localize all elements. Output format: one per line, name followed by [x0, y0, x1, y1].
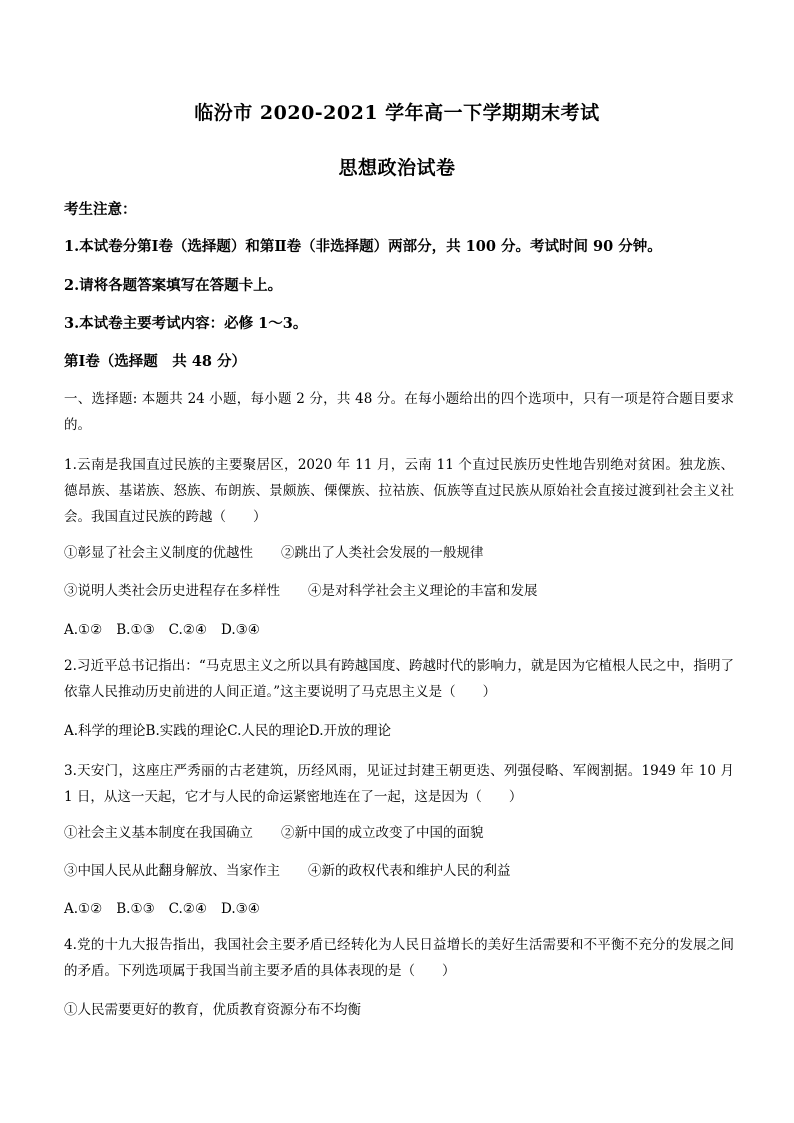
question-2-stem: 2.习近平总书记指出：“马克思主义之所以具有跨越国度、跨越时代的影响力，就是因为它植根人民之中，指明了依靠人民推动历史前进的人间正道。”这主要说明了马克思主义是（ ）: [64, 658, 734, 700]
answer-d: D.③④: [221, 622, 260, 638]
answer-a: A.①②: [64, 622, 103, 638]
question-3-options-row-2: [64, 861, 734, 881]
question-1-option-1: ①彰显了社会主义制度的优越性: [64, 545, 253, 561]
question-1-option-4: ④是对科学社会主义理论的丰富和发展: [308, 583, 538, 599]
notice-item-2: 2.请将各题答案填写在答题卡上。: [64, 277, 283, 294]
question-1-answers: [64, 620, 734, 640]
answer-b: B.①③: [116, 622, 155, 638]
section-instructions: 一、选择题: 本题共 24 小题，每小题 2 分，共 48 分。在每小题给出的四个选项中，只有一项是符合题目要求的。: [64, 391, 734, 433]
answer-c: C.②④: [168, 622, 208, 638]
answer-c: C.②④: [168, 901, 208, 917]
question-3-stem: 3.天安门，这座庄严秀丽的古老建筑，历经风雨，见证过封建王朝更迭、列强侵略、军阀割据。1949 年 10 月 1 日，从这一天起，它才与人民的命运紧密地连在了一起，这是因为（ ）: [64, 763, 734, 805]
question-2-answers: A.科学的理论B.实践的理论C.人民的理论D.开放的理论: [64, 723, 392, 739]
exam-subtitle: 思想政治试卷: [338, 157, 456, 179]
section-title: 第Ⅰ卷（选择题 共 48 分）: [64, 353, 247, 370]
notice-item-3: 3.本试卷主要考试内容：必修 1～3。: [64, 315, 308, 332]
notice-heading: 考生注意：: [64, 201, 137, 218]
question-4-stem: 4.党的十九大报告指出，我国社会主要矛盾已经转化为人民日益增长的美好生活需要和不平衡不充分的发展之间的矛盾。下列选项属于我国当前主要矛盾的具体表现的是（ ）: [64, 937, 734, 979]
question-1-options-row-2: [64, 581, 734, 601]
question-3-option-2: ②新中国的成立改变了中国的面貌: [281, 825, 484, 841]
question-3-answers: [64, 899, 734, 919]
question-1-option-2: ②跳出了人类社会发展的一般规律: [281, 545, 484, 561]
answer-d: D.③④: [221, 901, 260, 917]
question-3-option-3: ③中国人民从此翻身解放、当家作主: [64, 863, 280, 879]
question-1-stem: 1.云南是我国直过民族的主要聚居区，2020 年 11 月，云南 11 个直过民族历史性地告别绝对贫困。独龙族、德昂族、基诺族、怒族、布朗族、景颇族、傈僳族、拉祜族、佤族等直过民族从原始社会直接过渡到社会主义社会。我国直过民族的跨越（ ）: [64, 457, 734, 525]
question-1-option-3: ③说明人类社会历史进程存在多样性: [64, 583, 280, 599]
answer-a: A.①②: [64, 901, 103, 917]
answer-b: B.①③: [116, 901, 155, 917]
question-1-options-row-1: [64, 543, 734, 563]
notice-item-1: 1.本试卷分第Ⅰ卷（选择题）和第Ⅱ卷（非选择题）两部分，共 100 分。考试时间 90 分钟。: [64, 238, 662, 255]
question-4-option-1: ①人民需要更好的教育，优质教育资源分布不均衡: [64, 1002, 361, 1018]
question-3-options-row-1: [64, 823, 734, 843]
exam-title: 临汾市 2020-2021 学年高一下学期期末考试: [194, 102, 600, 124]
question-3-option-1: ①社会主义基本制度在我国确立: [64, 825, 253, 841]
question-3-option-4: ④新的政权代表和维护人民的利益: [308, 863, 511, 879]
